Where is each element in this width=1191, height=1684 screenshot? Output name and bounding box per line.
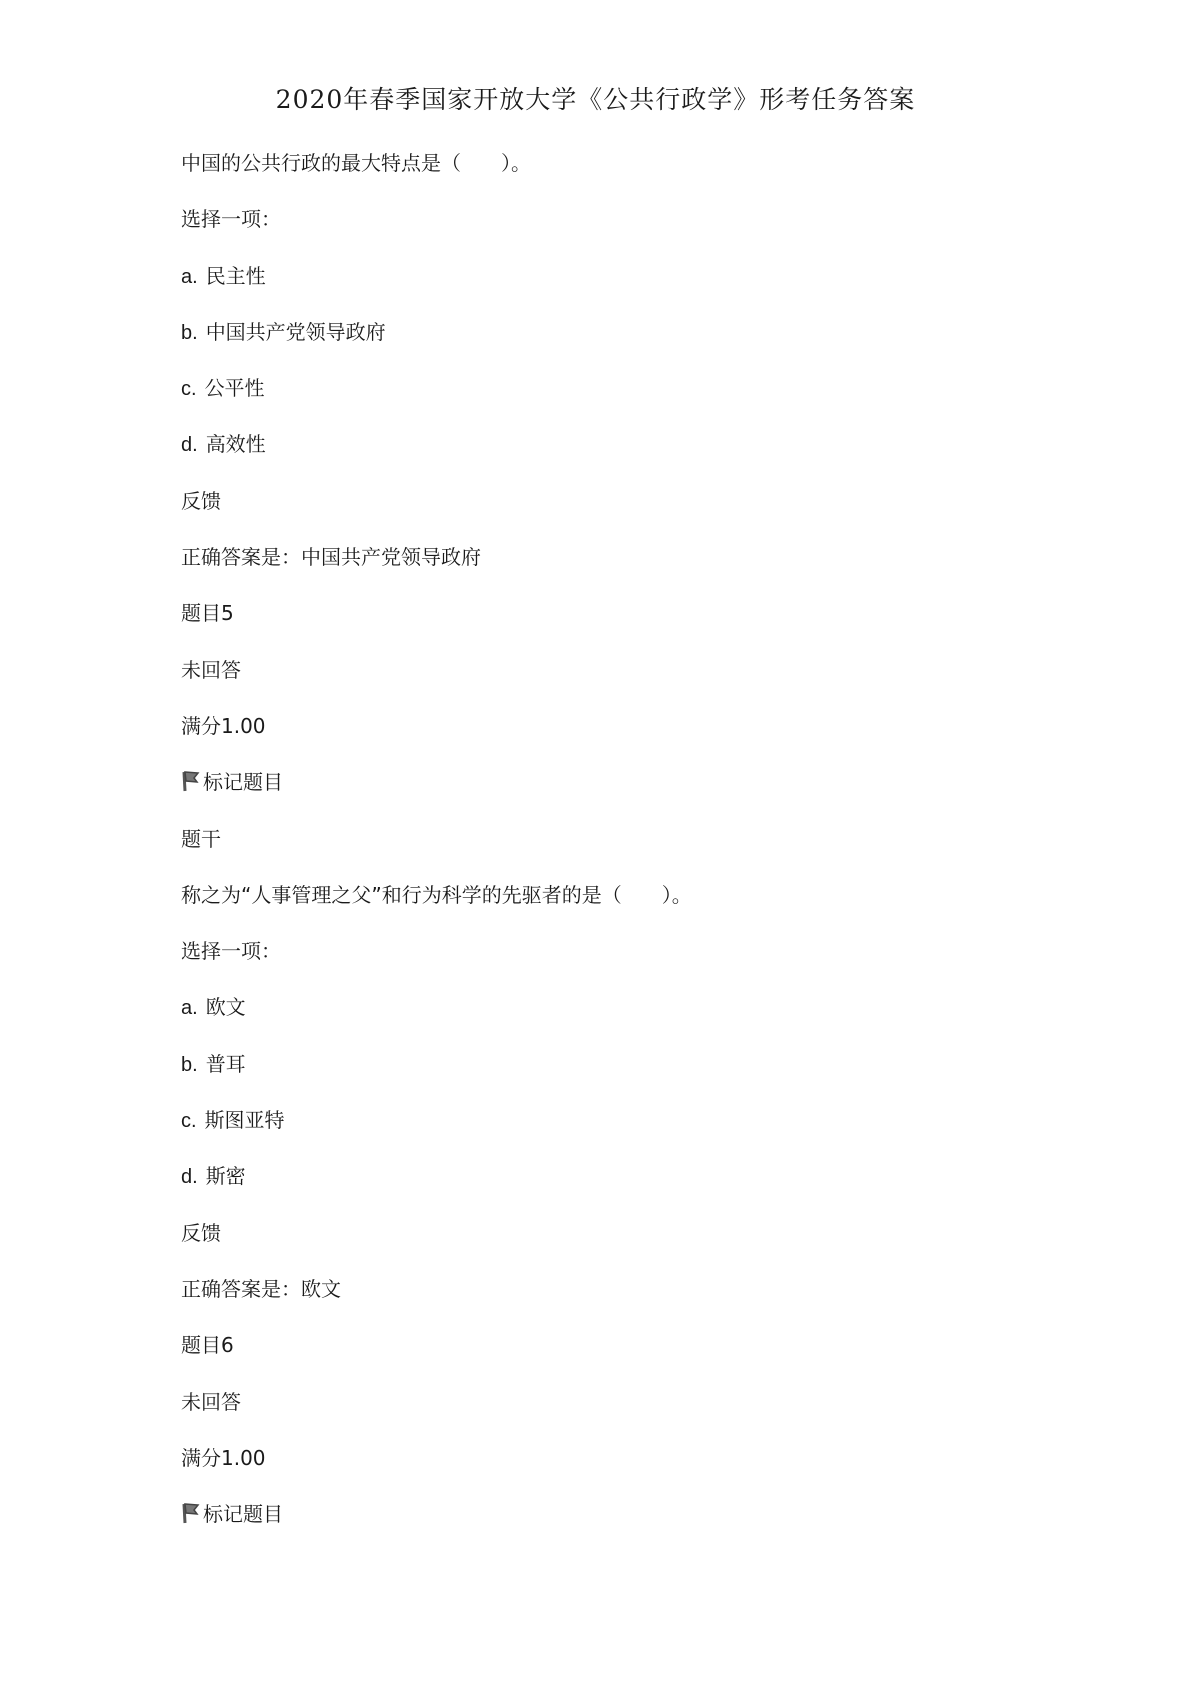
flag-question[interactable] — [181, 1496, 1081, 1552]
question-prompt: 选择一项： — [181, 939, 281, 964]
document-body — [181, 145, 1081, 1552]
question-score: 满分1.00 — [181, 713, 266, 738]
option-c — [181, 1102, 1081, 1158]
option-letter: d. — [181, 434, 198, 457]
question-status: 未回答 — [181, 657, 241, 682]
option-letter: c. — [181, 1110, 197, 1133]
option-text: 普耳 — [205, 1051, 246, 1076]
option-b — [181, 314, 1081, 370]
flag-label: 标记题目 — [203, 770, 283, 795]
option-letter: c. — [181, 378, 197, 401]
option-d — [181, 1158, 1081, 1214]
option-letter: a. — [181, 265, 198, 288]
option-b — [181, 1046, 1081, 1102]
question-stem: 称之为“人事管理之父”和行为科学的先驱者的是（ ）。 — [181, 882, 692, 907]
option-letter: a. — [181, 997, 198, 1020]
flag-icon — [181, 767, 201, 789]
question-number: 题目6 — [181, 1333, 234, 1358]
question-prompt: 选择一项： — [181, 207, 281, 232]
option-c — [181, 370, 1081, 426]
correct-answer: 正确答案是：欧文 — [181, 1276, 341, 1301]
correct-answer: 正确答案是：中国共产党领导政府 — [181, 545, 481, 570]
option-letter: b. — [181, 321, 198, 344]
option-text: 欧文 — [205, 995, 246, 1020]
option-text: 民主性 — [205, 263, 266, 288]
flag-icon — [181, 1499, 201, 1521]
option-a — [181, 258, 1081, 314]
question-score: 满分1.00 — [181, 1445, 266, 1470]
question-status: 未回答 — [181, 1389, 241, 1414]
document-title: 2020年春季国家开放大学《公共行政学》形考任务答案 — [275, 85, 916, 114]
option-text: 中国共产党领导政府 — [205, 319, 386, 344]
question-stem: 中国的公共行政的最大特点是（ ）。 — [181, 151, 531, 175]
option-letter: d. — [181, 1166, 198, 1189]
option-text: 高效性 — [205, 432, 266, 457]
question-number: 题目5 — [181, 601, 234, 626]
option-d — [181, 426, 1081, 482]
flag-question[interactable] — [181, 764, 1081, 820]
flag-label: 标记题目 — [203, 1502, 283, 1527]
option-text: 斯图亚特 — [204, 1108, 285, 1133]
feedback-label: 反馈 — [181, 1220, 221, 1245]
option-text: 公平性 — [204, 376, 265, 401]
option-letter: b. — [181, 1053, 198, 1076]
stem-label: 题干 — [181, 826, 221, 851]
option-text: 斯密 — [205, 1164, 246, 1189]
option-a — [181, 989, 1081, 1045]
feedback-label: 反馈 — [181, 488, 221, 513]
